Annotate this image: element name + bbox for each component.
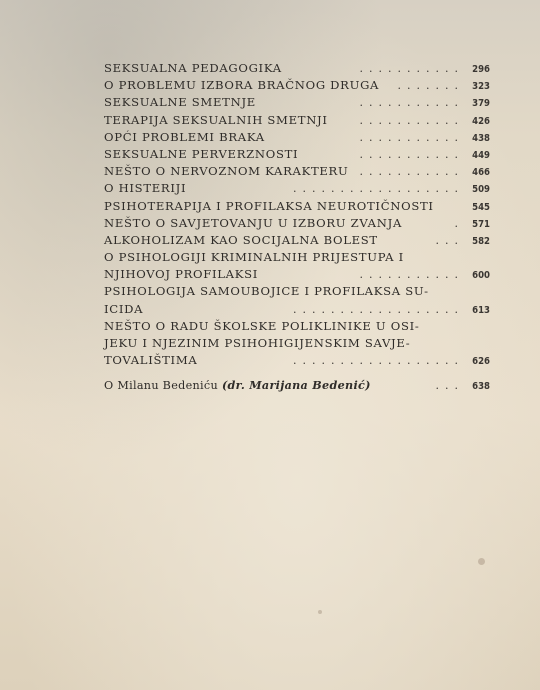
- toc-page-number: 323: [472, 81, 490, 93]
- dot-leader: ..................: [293, 182, 464, 196]
- toc-page-number: 426: [472, 115, 490, 127]
- toc-entry: [104, 318, 490, 370]
- toc-page-number: 509: [472, 184, 490, 196]
- toc-entry-title: NEŠTO O SAVJETOVANJU U IZBORU ZVANJA: [104, 215, 403, 230]
- toc-entry: [104, 60, 490, 77]
- toc-page-number: 600: [472, 270, 490, 282]
- dot-leader: ..................: [293, 302, 464, 316]
- toc-entry: [104, 249, 490, 283]
- toc-page-number: 379: [472, 98, 490, 110]
- toc-entry: [104, 129, 490, 146]
- dot-leader: ...: [435, 379, 464, 393]
- toc-page-number: 296: [472, 64, 490, 75]
- toc-page-number: 545: [472, 201, 490, 213]
- toc-page-number: 582: [472, 235, 490, 247]
- toc-page-number: 613: [472, 304, 490, 316]
- toc-entry-title-continued: NJIHOVOJ PROFILAKSI: [104, 267, 259, 282]
- toc-entry-author: [104, 377, 490, 394]
- dot-leader: ...........: [359, 96, 464, 110]
- toc-entry-title-continued: TOVALIŠTIMA: [104, 353, 198, 368]
- dot-leader: ...........: [359, 147, 464, 161]
- dot-leader: ...........: [359, 113, 464, 127]
- dot-leader: ..................: [293, 354, 464, 368]
- paper-stain: [478, 558, 485, 565]
- toc-page-number: 571: [472, 218, 490, 230]
- dot-leader: ...........: [359, 165, 464, 179]
- toc-entry: [104, 180, 490, 197]
- toc-entry-title: O PROBLEMU IZBORA BRAČNOG DRUGA: [104, 78, 380, 93]
- toc-entry-title: SEKSUALNE PERVERZNOSTI: [104, 146, 299, 161]
- toc-page-number: 638: [472, 381, 490, 393]
- toc-entry: [104, 232, 490, 249]
- toc-entry-title: SEKSUALNA PEDAGOGIKA: [104, 61, 282, 75]
- toc-entry-title: O PSIHOLOGIJI KRIMINALNIH PRIJESTUPA I: [104, 250, 404, 265]
- toc-entry: [104, 163, 490, 180]
- toc-entry-title: PSIHOTERAPIJA I PROFILAKSA NEUROTIČNOSTI: [104, 198, 434, 213]
- toc-page-number: 438: [472, 132, 490, 144]
- toc-page-number: 449: [472, 149, 490, 161]
- spacer: [104, 369, 490, 377]
- toc-entry-title: OPĆI PROBLEMI BRAKA: [104, 129, 265, 144]
- toc-entry: [104, 283, 490, 317]
- toc-page-number: 466: [472, 167, 490, 179]
- toc-entry-title: NEŠTO O NERVOZNOM KARAKTERU: [104, 164, 349, 179]
- toc-entry-title: NEŠTO O RADU ŠKOLSKE POLIKLINIKE U OSI-: [104, 318, 420, 333]
- toc-entry: [104, 215, 490, 232]
- toc-entry: [104, 112, 490, 129]
- dot-leader: ...........: [359, 268, 464, 282]
- table-of-contents: [104, 60, 490, 395]
- toc-page-number: 626: [472, 356, 490, 368]
- toc-entry-title: O Milanu Bedeniću: [104, 379, 218, 393]
- toc-entry-title: O HISTERIJI: [104, 181, 187, 196]
- toc-entry-title: SEKSUALNE SMETNJE: [104, 95, 256, 110]
- toc-entry-title: TERAPIJA SEKSUALNIH SMETNJI: [104, 112, 328, 127]
- toc-entry-title-continued: ICIDA: [104, 301, 144, 316]
- toc-entry-author-name: (dr. Marijana Bedenić): [221, 378, 371, 393]
- toc-entry: [104, 146, 490, 163]
- toc-entry: [104, 94, 490, 111]
- dot-leader: .......: [397, 79, 464, 93]
- toc-entry: [104, 198, 490, 215]
- paper-stain: [318, 610, 322, 614]
- toc-entry-title-continued: JEKU I NJEZINIM PSIHOHIGIJENSKIM SAVJE-: [104, 336, 411, 350]
- toc-entry-title: ALKOHOLIZAM KAO SOCIJALNA BOLEST: [104, 232, 378, 247]
- toc-entry: [104, 77, 490, 94]
- dot-leader: ...........: [359, 62, 464, 75]
- dot-leader: ...........: [359, 130, 464, 144]
- toc-entry-title: PSIHOLOGIJA SAMOUBOJICE I PROFILAKSA SU-: [104, 284, 429, 299]
- dot-leader: ...: [435, 233, 464, 247]
- dot-leader: .: [454, 216, 464, 230]
